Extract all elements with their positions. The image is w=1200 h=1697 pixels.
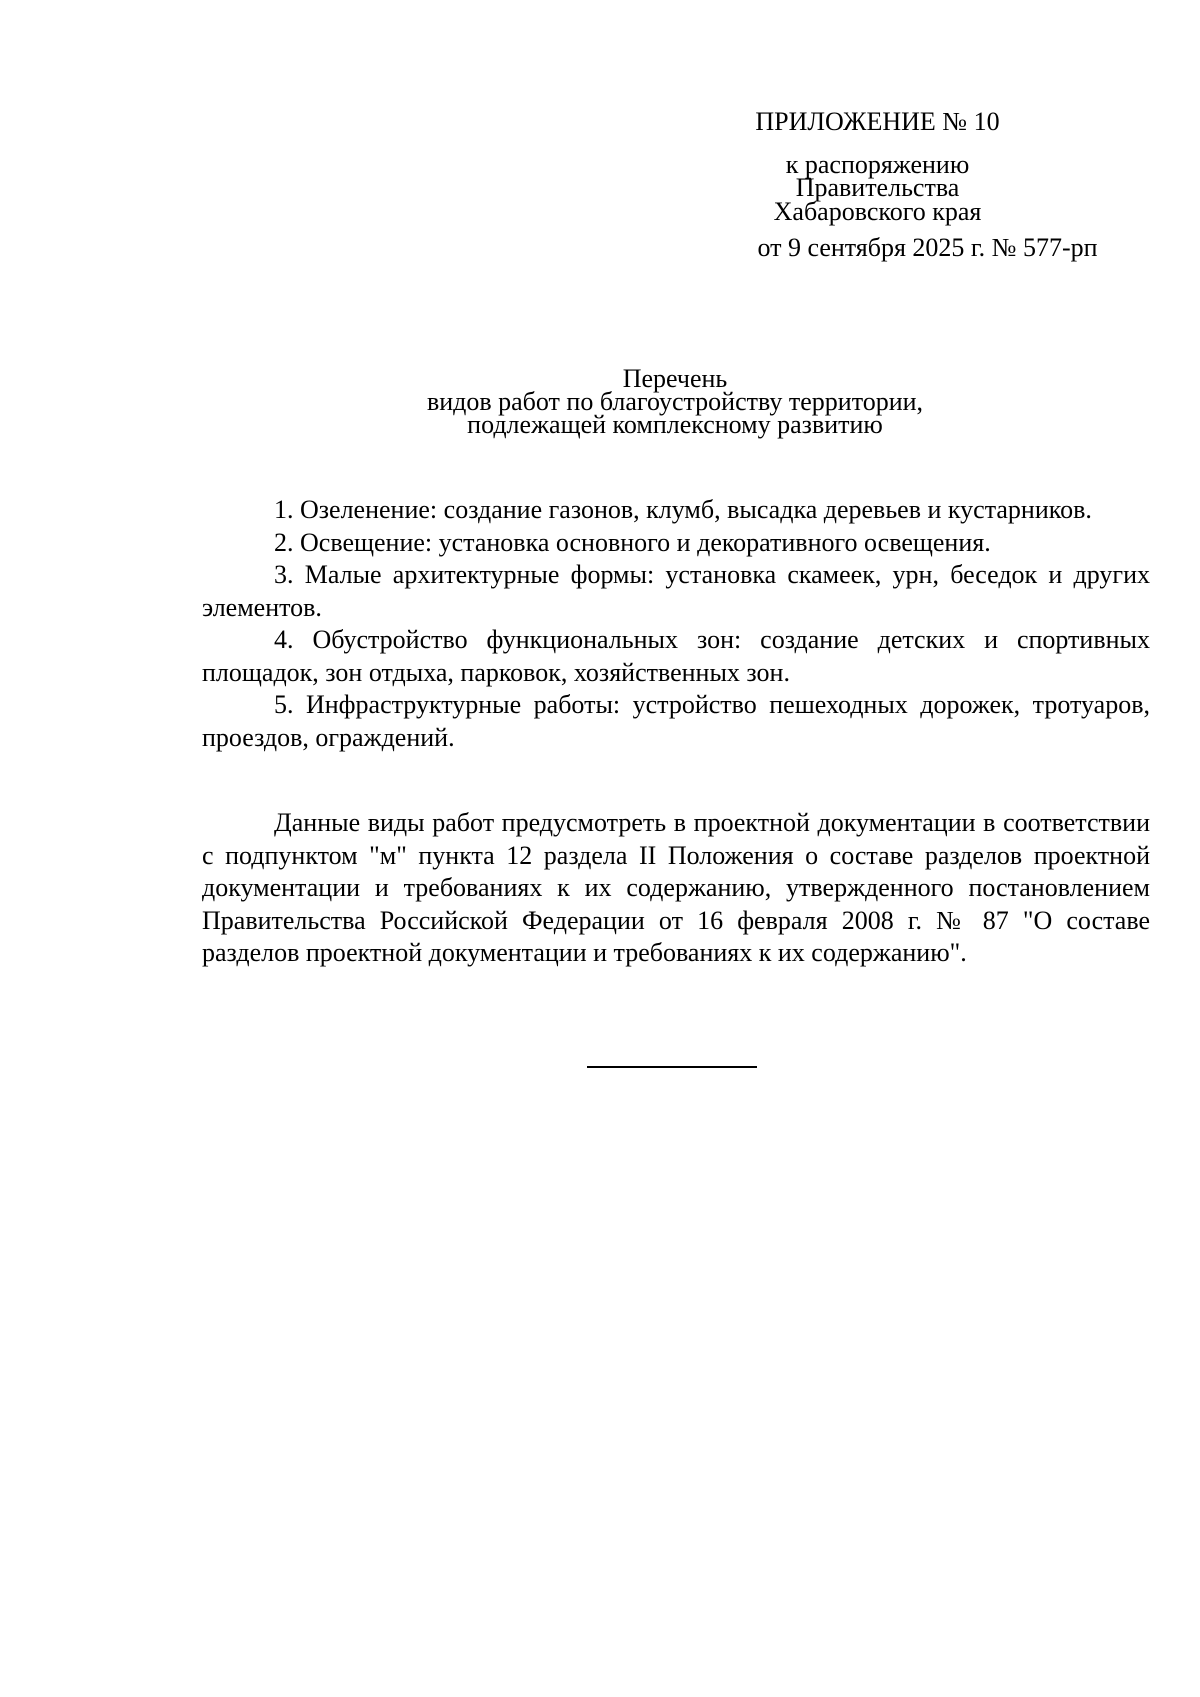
appendix-government: Правительства xyxy=(795,173,960,202)
list-item: 2. Освещение: установка основного и декоративного освещения. xyxy=(274,527,991,557)
appendix-title: ПРИЛОЖЕНИЕ № 10 xyxy=(755,107,1000,136)
title-line-3: подлежащей комплексному развитию xyxy=(467,410,883,439)
document-title xyxy=(200,364,1150,439)
title-line-1: Перечень xyxy=(622,364,728,393)
closing-text: Данные виды работ предусмотреть в проектной документации в соответствии с подпунктом "м" пункта 12 раздела II Положения о составе разделов проектной документации и требованиях к их содержанию, утвержденного постановлением Правительства Российской Федерации от 16 февраля 2008 г. № 87 "О составе разделов проектной документации и требованиях к их содержанию". xyxy=(202,808,1150,967)
end-separator-line xyxy=(587,1066,757,1068)
list-item: 3. Малые архитектурные формы: установка скамеек, урн, беседок и других элементов. xyxy=(202,560,1150,622)
appendix-to-order: к распоряжению xyxy=(785,150,970,179)
list-item: 5. Инфраструктурные работы: устройство пешеходных дорожек, тротуаров, проездов, ограждений. xyxy=(202,690,1150,752)
works-list xyxy=(202,494,1150,754)
closing-paragraph xyxy=(202,807,1150,970)
list-item: 1. Озеленение: создание газонов, клумб, высадка деревьев и кустарников. xyxy=(274,495,1092,524)
title-line-2: видов работ по благоустройству территории, xyxy=(426,387,924,416)
appendix-region: Хабаровского края xyxy=(773,197,982,226)
list-item: 4. Обустройство функциональных зон: создание детских и спортивных площадок, зон отдыха, парковок, хозяйственных зон. xyxy=(202,625,1150,687)
appendix-date-number: от 9 сентября 2025 г. № 577-рп xyxy=(757,233,1098,262)
